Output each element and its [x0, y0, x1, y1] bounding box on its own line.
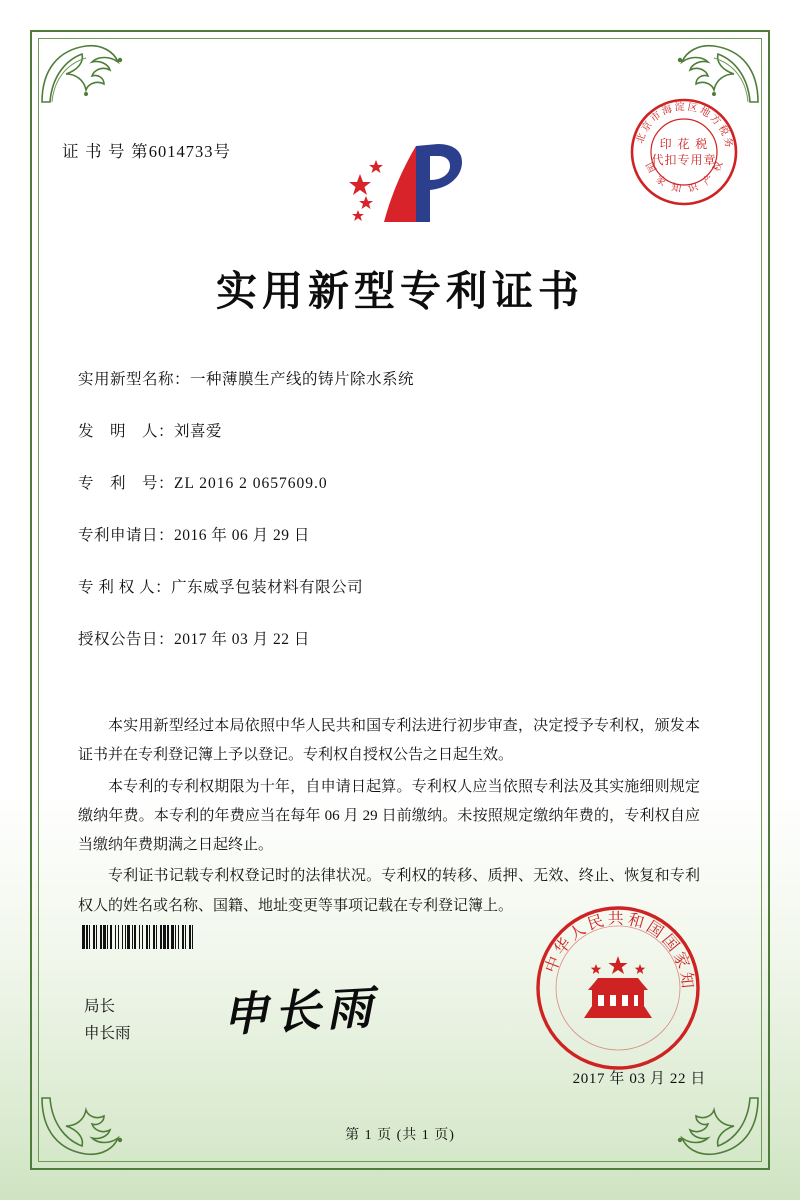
body-paragraph-3: 专利证书记载专利权登记时的法律状况。专利权的转移、质押、无效、终止、恢复和专利权人的姓名或名称、国籍、地址变更等事项记载在专利登记簿上。	[78, 868, 700, 914]
signature-labels	[84, 993, 131, 1047]
tax-stamp	[628, 96, 740, 208]
field-row-patent-number	[78, 474, 698, 495]
field-label: 实用新型名称：	[78, 371, 191, 388]
field-label: 专利申请日：	[78, 526, 175, 544]
field-label: 专 利 权 人：	[78, 578, 172, 596]
body-text	[78, 712, 700, 923]
seal-date: 2017 年 03 月 22 日	[572, 1071, 706, 1087]
certificate-number-line	[62, 138, 231, 162]
field-row-patentee	[78, 578, 698, 599]
field-label: 专 利 号：	[78, 474, 175, 492]
field-value: 2016 年 06 月 29 日	[174, 526, 310, 544]
certificate-number-label: 证 书 号 第	[62, 142, 149, 161]
svg-text:中华人民共和国国家知识产权局: 中华人民共和国国家知	[540, 908, 698, 992]
field-value: ZL 2016 2 0657609.0	[174, 474, 328, 492]
body-paragraph-2: 本专利的专利权期限为十年，自申请日起算。专利权人应当依照专利法及其实施细则规定缴纳年费。本专利的年费应当在每年 06 月 29 日前缴纳。未按照规定缴纳年费的，专利权自应当缴纳年费期满之日起终止。	[78, 778, 700, 853]
certificate-number-value: 6014733	[148, 142, 214, 161]
field-row-utility-model-name	[78, 370, 698, 391]
svg-text:代扣专用章: 代扣专用章	[651, 153, 717, 167]
field-label: 发 明 人：	[78, 422, 175, 440]
field-row-inventor	[78, 422, 698, 443]
director-name-label: 申长雨	[84, 1025, 131, 1043]
page-footer: 第 1 页 (共 1 页)	[345, 1128, 455, 1143]
field-list	[78, 370, 698, 682]
field-value: 2017 年 03 月 22 日	[174, 630, 310, 648]
handwritten-signature: 申长雨	[220, 979, 380, 1043]
body-paragraph-1: 本实用新型经过本局依照中华人民共和国专利法进行初步审查，决定授予专利权，颁发本证书并在专利登记簿上予以登记。专利权自授权公告之日起生效。	[78, 718, 700, 764]
field-label: 授权公告日：	[78, 630, 175, 648]
field-value: 刘喜爱	[174, 422, 223, 440]
official-seal	[534, 904, 702, 1072]
page-title: 实用新型专利证书	[216, 267, 584, 315]
svg-text:印 花 税: 印 花 税	[659, 137, 709, 151]
barcode-bar	[193, 925, 195, 949]
sipo-logo	[330, 130, 470, 240]
svg-text:北京市海淀区地方税务局: 北京市海淀区地方税务	[634, 101, 735, 151]
director-title-label: 局长	[84, 998, 116, 1015]
certificate-number-suffix: 号	[213, 142, 232, 161]
field-row-application-date	[78, 526, 698, 547]
field-value: 广东威孚包装材料有限公司	[171, 578, 364, 596]
field-row-grant-announcement-date	[78, 630, 698, 651]
svg-text:国 家 知 识 产 权: 国 家 知 识 产 权	[642, 157, 727, 196]
field-value: 一种薄膜生产线的铸片除水系统	[190, 371, 415, 388]
barcode	[82, 925, 304, 949]
